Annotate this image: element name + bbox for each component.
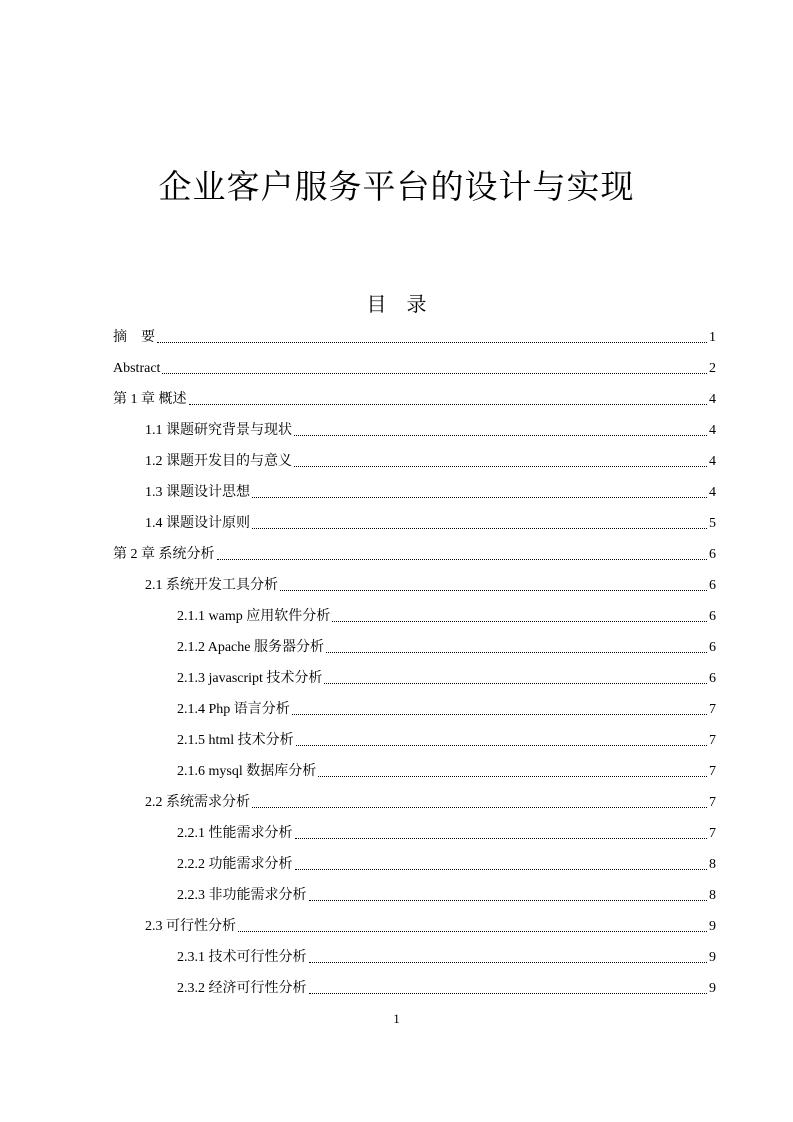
toc-entry: [177, 666, 716, 688]
toc-entry-label: 2.1.4 Php 语言分析: [177, 702, 290, 717]
toc-entry-page: 4: [709, 423, 716, 438]
toc-entry-label: 2.1 系统开发工具分析: [145, 578, 278, 593]
toc-entry-label: 1.3 课题设计思想: [145, 485, 250, 500]
toc-heading: 目 录: [366, 292, 427, 316]
toc-entry: [113, 356, 716, 378]
toc-entry-label: Abstract: [113, 361, 161, 376]
toc-entry-page: 5: [709, 516, 716, 531]
toc-dot-leader: [295, 838, 708, 839]
toc-entry-page: 8: [709, 888, 716, 903]
toc-entry-page: 4: [709, 392, 716, 407]
toc-entry: [113, 325, 716, 347]
toc-entry-label: 摘 要: [113, 330, 155, 345]
toc-entry-label: 2.3.1 技术可行性分析: [177, 950, 307, 965]
toc-entry-page: 7: [709, 795, 716, 810]
toc-dot-leader: [295, 869, 708, 870]
toc-entry-page: 4: [709, 485, 716, 500]
toc-entry-label: 2.2 系统需求分析: [145, 795, 250, 810]
toc-entry-label: 2.1.3 javascript 技术分析: [177, 671, 323, 686]
toc-entry: [177, 728, 716, 750]
toc-entry: [145, 573, 716, 595]
toc-dot-leader: [280, 590, 707, 591]
toc-dot-leader: [162, 373, 707, 374]
toc-dot-leader: [252, 528, 707, 529]
toc-entry-label: 2.3 可行性分析: [145, 919, 236, 934]
toc-dot-leader: [252, 807, 707, 808]
toc-entry: [177, 635, 716, 657]
toc-dot-leader: [309, 962, 708, 963]
toc-entry-label: 1.4 课题设计原则: [145, 516, 250, 531]
toc-entry: [177, 759, 716, 781]
toc-entry: [145, 790, 716, 812]
toc-entry: [177, 697, 716, 719]
toc-dot-leader: [296, 745, 707, 746]
toc-entry-label: 2.2.1 性能需求分析: [177, 826, 293, 841]
toc-entry-label: 2.1.1 wamp 应用软件分析: [177, 609, 331, 624]
toc-entry: [113, 387, 716, 409]
toc-entry-label: 2.1.2 Apache 服务器分析: [177, 640, 324, 655]
toc-dot-leader: [217, 559, 708, 560]
toc-entry: [177, 976, 716, 998]
toc-entry-label: 2.1.5 html 技术分析: [177, 733, 294, 748]
toc-entry-page: 7: [709, 733, 716, 748]
document-title: 企业客户服务平台的设计与实现: [158, 167, 635, 206]
toc-entry-page: 6: [709, 578, 716, 593]
toc-dot-leader: [318, 776, 707, 777]
toc-entry-page: 7: [709, 764, 716, 779]
toc-entry-page: 8: [709, 857, 716, 872]
toc-entry-label: 第 1 章 概述: [113, 392, 187, 407]
toc-dot-leader: [238, 931, 707, 932]
toc-entry: [177, 604, 716, 626]
toc-entry-label: 2.2.3 非功能需求分析: [177, 888, 307, 903]
toc-entry-page: 1: [709, 330, 716, 345]
toc-entry: [145, 480, 716, 502]
toc-entry-page: 6: [709, 671, 716, 686]
toc-entry-page: 9: [709, 981, 716, 996]
toc-entry-label: 1.1 课题研究背景与现状: [145, 423, 292, 438]
toc-dot-leader: [189, 404, 708, 405]
toc-entry: [145, 418, 716, 440]
toc-entry: [177, 821, 716, 843]
toc-dot-leader: [157, 342, 707, 343]
toc-entry: [177, 852, 716, 874]
page-number: 1: [393, 1011, 400, 1026]
toc-entry: [145, 914, 716, 936]
toc-entry-page: 7: [709, 826, 716, 841]
toc-entry-page: 6: [709, 609, 716, 624]
toc-dot-leader: [252, 497, 707, 498]
toc-entry-page: 6: [709, 640, 716, 655]
toc-dot-leader: [324, 683, 707, 684]
toc-dot-leader: [326, 652, 707, 653]
toc-entry-label: 1.2 课题开发目的与意义: [145, 454, 292, 469]
toc-dot-leader: [309, 900, 708, 901]
toc-entry-label: 2.2.2 功能需求分析: [177, 857, 293, 872]
toc-dot-leader: [309, 993, 708, 994]
toc-entry-label: 2.1.6 mysql 数据库分析: [177, 764, 317, 779]
toc-entry-page: 2: [709, 361, 716, 376]
toc-entry-page: 7: [709, 702, 716, 717]
toc-entry-page: 6: [709, 547, 716, 562]
toc-entry-page: 9: [709, 950, 716, 965]
toc-dot-leader: [294, 466, 707, 467]
toc-entry-page: 4: [709, 454, 716, 469]
toc-entry-label: 2.3.2 经济可行性分析: [177, 981, 307, 996]
toc-entry: [177, 945, 716, 967]
toc-entry-page: 9: [709, 919, 716, 934]
toc-dot-leader: [332, 621, 707, 622]
toc-dot-leader: [292, 714, 707, 715]
toc-dot-leader: [294, 435, 707, 436]
toc-entry: [177, 883, 716, 905]
toc-entry: [113, 542, 716, 564]
toc-entry: [145, 511, 716, 533]
toc-entry-label: 第 2 章 系统分析: [113, 547, 215, 562]
toc-entry: [145, 449, 716, 471]
